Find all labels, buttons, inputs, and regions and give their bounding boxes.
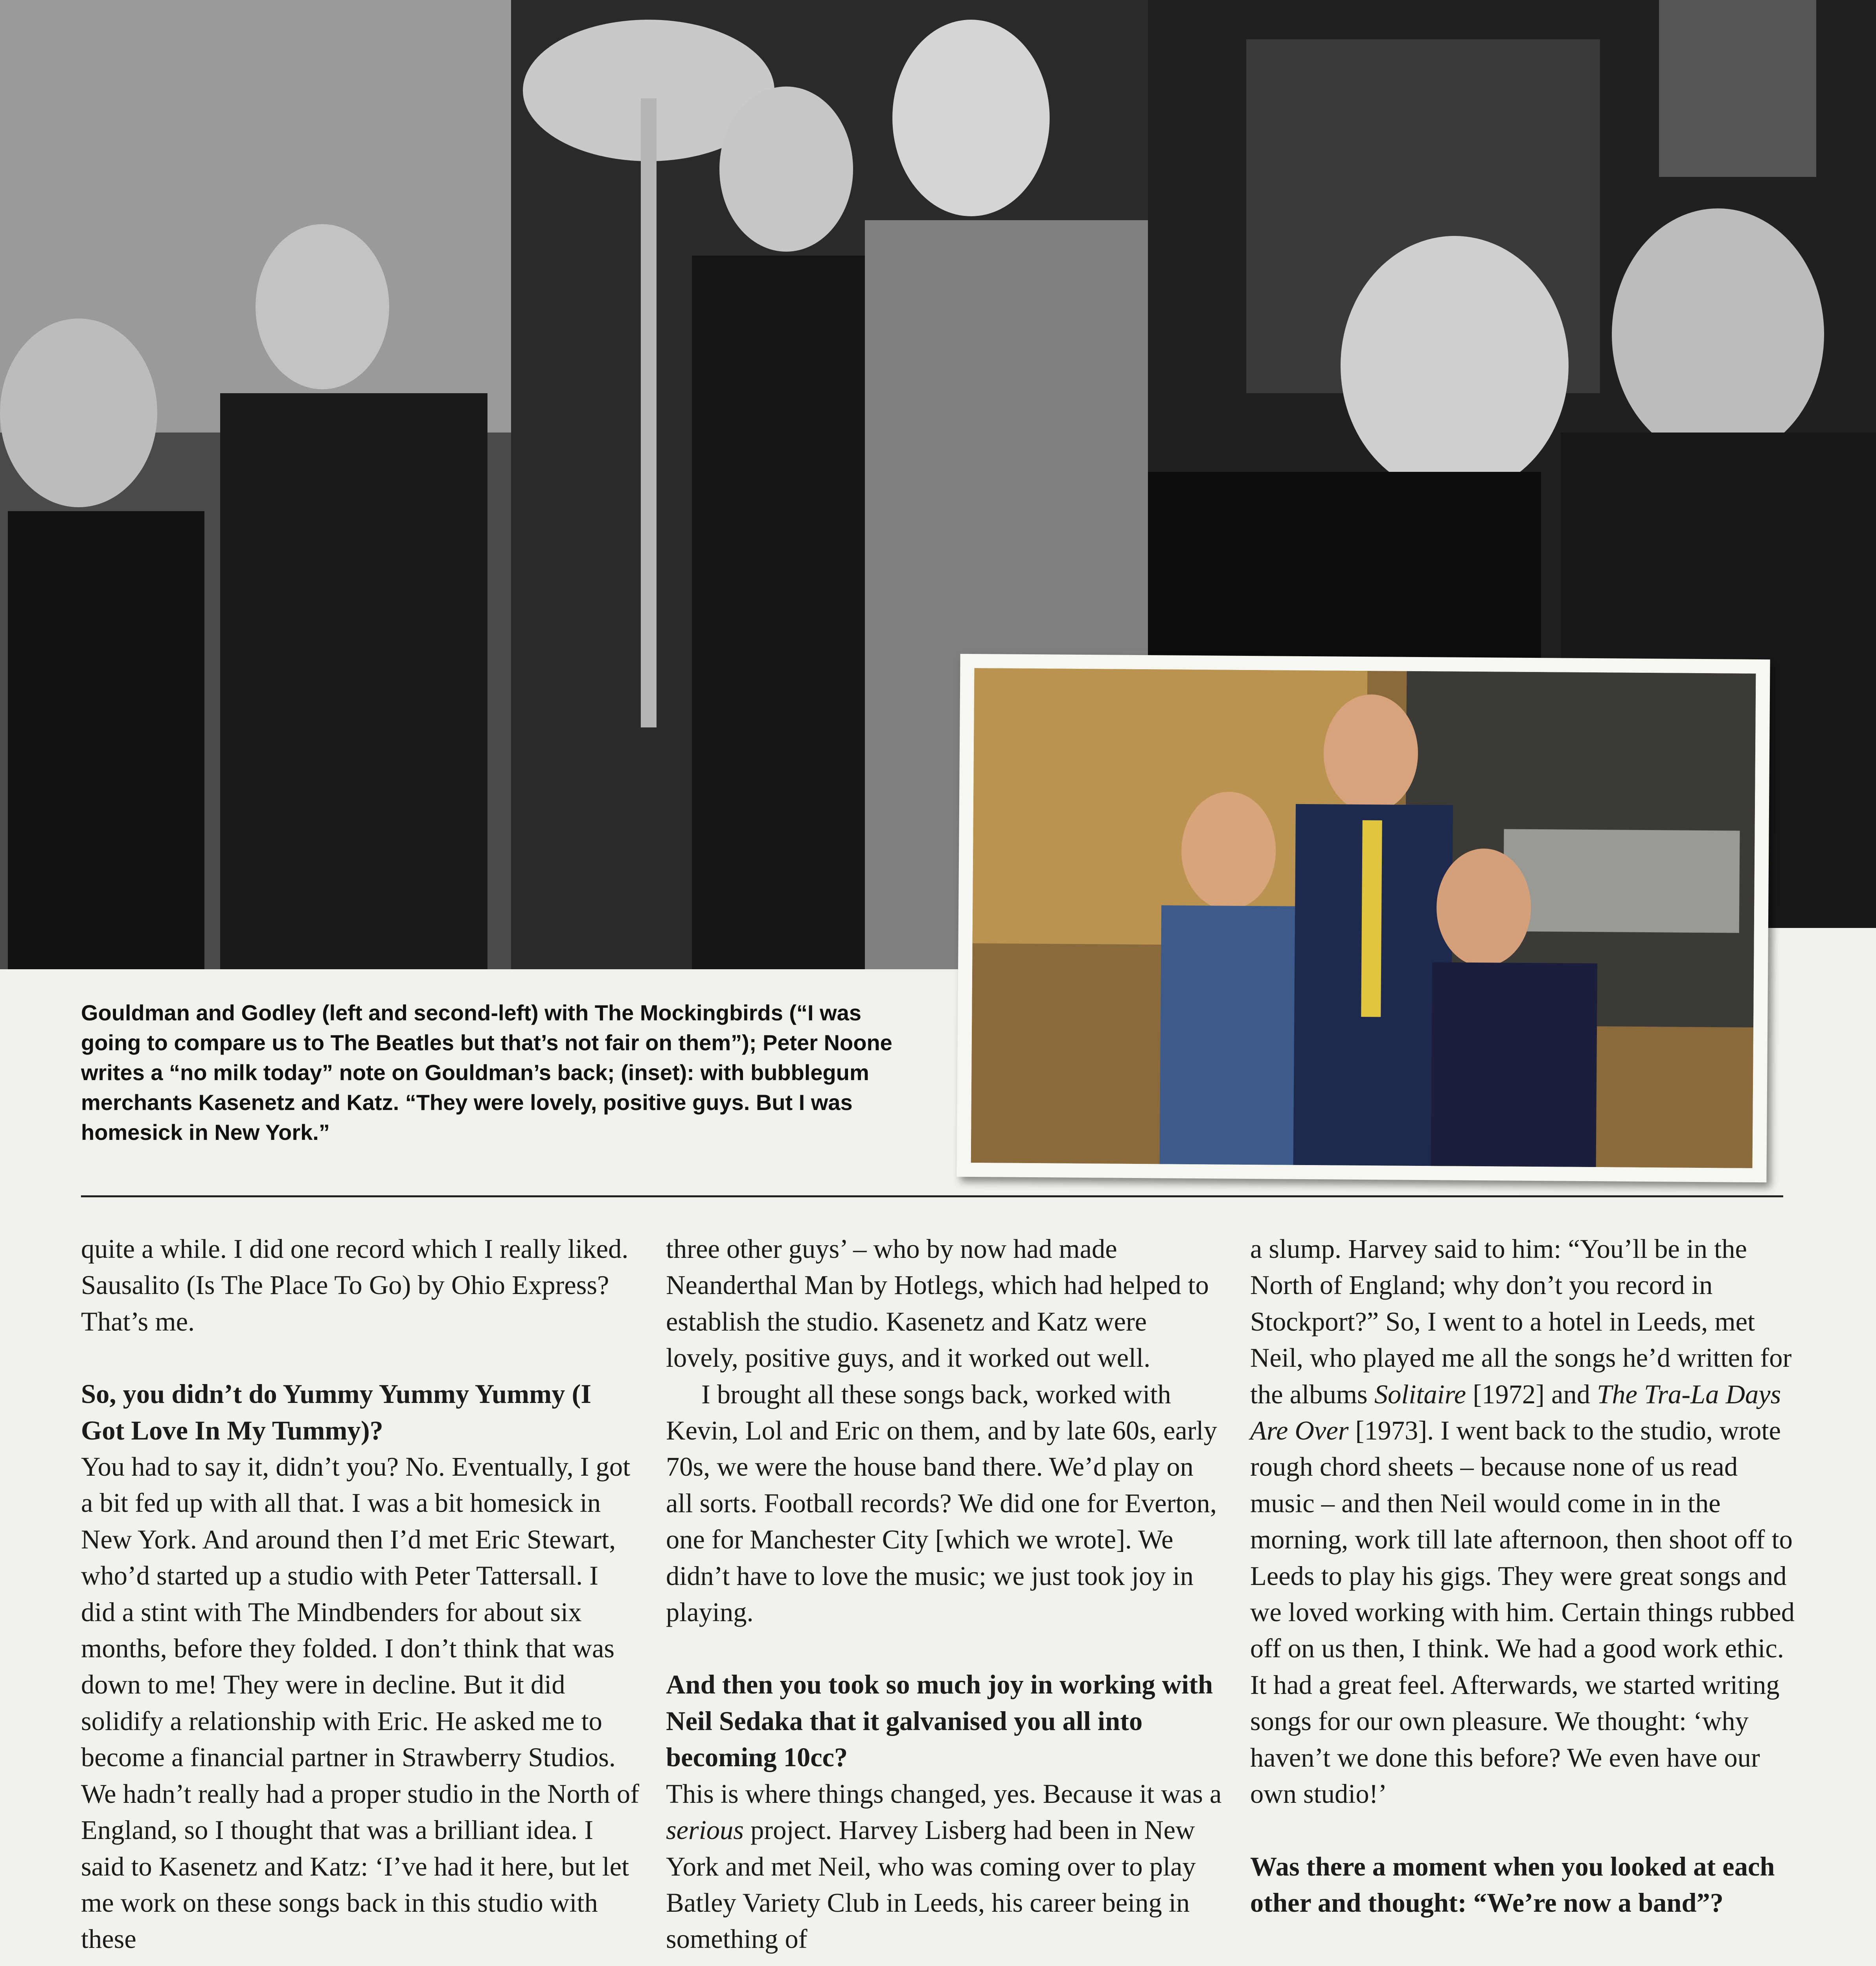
- col1-paragraph-1: quite a while. I did one record which I really liked. Sausalito (Is The Place To Go) by Ohio Express? That’s me.: [81, 1234, 629, 1336]
- col2-paragraph-2: I brought all these songs back, worked with Kevin, Lol and Eric on them, and by late 60s, early 70s, we were the house band there. We’d play on all sorts. Football records? We did one for Everton, one for Manchester City [which we wrote]. We didn’t have to love the music; we just took joy in playing.: [666, 1379, 1217, 1627]
- col2-p3-text-a: This is where things changed, yes. Because it was a: [666, 1778, 1222, 1809]
- col3-album-tra-la: The Tra-La Days Are Over: [1250, 1379, 1781, 1446]
- article-column-2: [666, 1231, 1224, 1957]
- photo-inset-kasenetz-katz: [956, 654, 1770, 1182]
- section-divider: [81, 1195, 1783, 1197]
- col2-p3-emphasis: serious: [666, 1815, 744, 1845]
- article-column-3: [1250, 1231, 1801, 1921]
- inset-scene: [971, 668, 1756, 1168]
- col3-p1-text-a: a slump. Harvey said to him: “You’ll be in the North of England; why don’t you record in Stockport?” So, I went to a hotel in Leeds, met Neil, who played me all the songs he’d written for the albums: [1250, 1234, 1792, 1409]
- col3-paragraph-1: [1250, 1231, 1801, 1812]
- col3-album-solitaire: Solitaire: [1374, 1379, 1466, 1409]
- col2-paragraph-3: [666, 1776, 1224, 1957]
- col3-p1-text-c: [1973]. I went back to the studio, wrote rough chord sheets – because none of us read music – and then Neil would come in in the morning, work till late afternoon, then shoot off to Leeds to play his gigs. They were great songs and we loved working with him. Certain things rubbed off on us then, I think. We had a good work ethic. It had a great feel. Afterwards, we started writing songs for our own pleasure. We thought: ‘why haven’t we done this before? We even have our own studio!’: [1250, 1416, 1795, 1809]
- col2-paragraph-1: three other guys’ – who by now had made Neanderthal Man by Hotlegs, which had helped to establish the studio. Kasenetz and Katz were lovely, positive guys, and it worked out well.: [666, 1234, 1209, 1373]
- col3-p1-text-b: [1972] and: [1466, 1379, 1597, 1409]
- col1-question-1: So, you didn’t do Yummy Yummy Yummy (I Got Love In My Tummy)?: [81, 1379, 592, 1445]
- col3-question-1: Was there a moment when you looked at each other and thought: “We’re now a band”?: [1250, 1851, 1775, 1918]
- photo-caption: Gouldman and Godley (left and second-left) with The Mockingbirds (“I was going to compare us to The Beatles but that’s not fair on them”); Peter Noone writes a “no milk today” note on Gouldman’s back; (inset): with bubblegum merchants Kasenetz and Katz. “They were lovely, positive guys. But I was homesick in New York.”: [81, 1000, 892, 1145]
- col1-paragraph-2: You had to say it, didn’t you? No. Eventually, I got a bit fed up with all that. I was a bit homesick in New York. And around then I’d met Eric Stewart, who’d started up a studio with Peter Tattersall. I did a stint with The Mindbenders for about six months, before they folded. I don’t think that was down to me! They were in decline. But it did solidify a relationship with Eric. He asked me to become a financial partner in Strawberry Studios. We hadn’t really had a proper studio in the North of England, so I thought that was a brilliant idea. I said to Kasenetz and Katz: ‘I’ve had it here, but let me work on these songs back in this studio with these: [81, 1452, 639, 1954]
- col2-p3-text-b: project. Harvey Lisberg had been in New York and met Neil, who was coming over to play Batley Variety Club in Leeds, his career being in something of: [666, 1815, 1196, 1954]
- col2-question-1: And then you took so much joy in working with Neil Sedaka that it galvanised you all into becoming 10cc?: [666, 1670, 1213, 1773]
- article-column-1: [81, 1231, 639, 1957]
